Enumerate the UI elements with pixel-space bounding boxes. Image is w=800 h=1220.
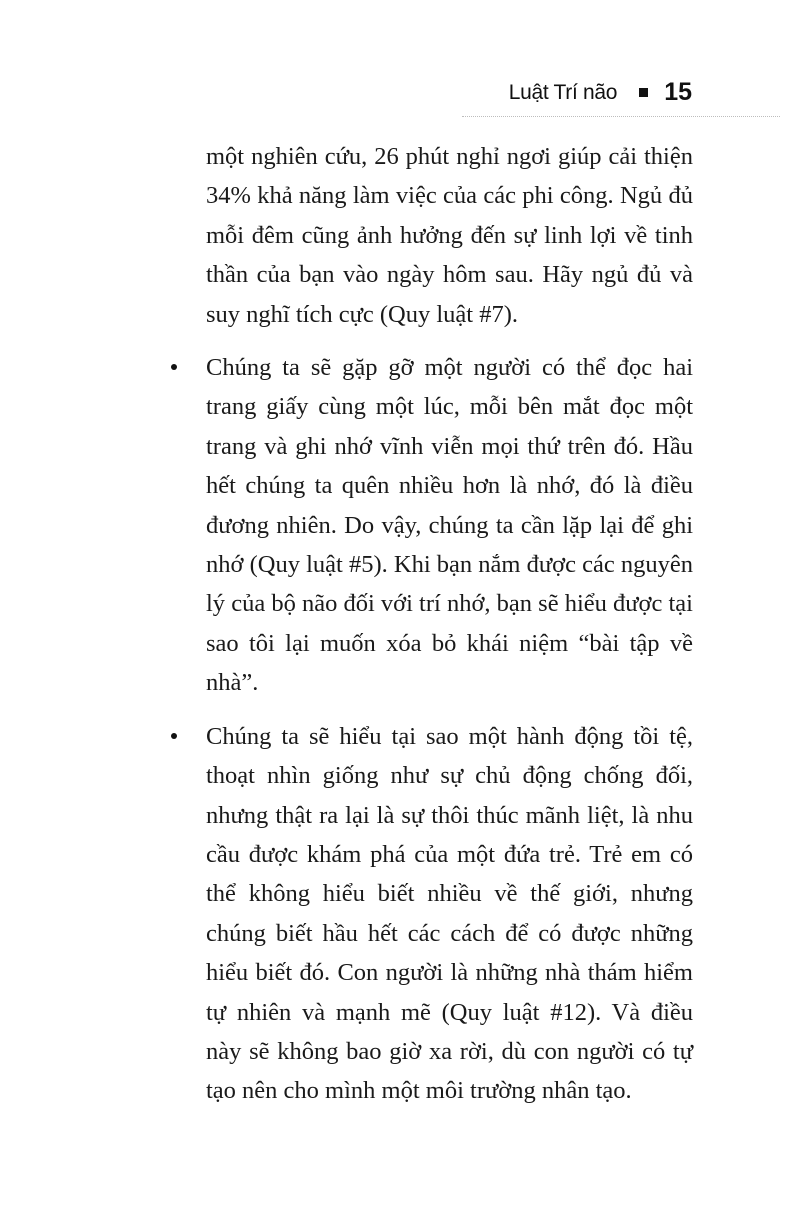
bullet-item	[206, 717, 693, 1111]
running-head	[509, 78, 692, 107]
square-bullet-icon	[639, 88, 648, 97]
bullet-dot-icon	[171, 733, 177, 739]
bullet-text: Chúng ta sẽ hiểu tại sao một hành động tồi tệ, thoạt nhìn giống như sự chủ động chống đối, nhưng thật ra lại là sự thôi thúc mãnh liệt, là nhu cầu được khám phá của một đứa trẻ. Trẻ em có thể không hiểu biết nhiều về thế giới, nhưng chúng biết hầu hết các cách để có được những hiểu biết đó. Con người là những nhà thám hiểm tự nhiên và mạnh mẽ (Quy luật #12). Và điều này sẽ không bao giờ xa rời, dù con người có tự tạo nên cho mình một môi trường nhân tạo.	[206, 722, 693, 1105]
continued-paragraph: một nghiên cứu, 26 phút nghỉ ngơi giúp cải thiện 34% khả năng làm việc của các phi công. Ngủ đủ mỗi đêm cũng ảnh hưởng đến sự linh lợi về tinh thần của bạn vào ngày hôm sau. Hãy ngủ đủ và suy nghĩ tích cực (Quy luật #7).	[206, 143, 693, 328]
bullet-dot-icon	[171, 364, 177, 370]
page-number: 15	[664, 78, 692, 106]
bullet-item	[206, 348, 693, 703]
running-title: Luật Trí não	[508, 80, 618, 104]
bullet-text: Chúng ta sẽ gặp gỡ một người có thể đọc hai trang giấy cùng một lúc, mỗi bên mắt đọc một trang và ghi nhớ vĩnh viễn mọi thứ trên đó. Hầu hết chúng ta quên nhiều hơn là nhớ, đó là điều đương nhiên. Do vậy, chúng ta cần lặp lại để ghi nhớ (Quy luật #5). Khi bạn nắm được các nguyên lý của bộ não đối với trí nhớ, bạn sẽ hiểu được tại sao tôi lại muốn xóa bỏ khái niệm “bài tập về nhà”.	[206, 354, 693, 697]
body-text	[206, 137, 693, 1111]
header-divider	[462, 116, 780, 117]
